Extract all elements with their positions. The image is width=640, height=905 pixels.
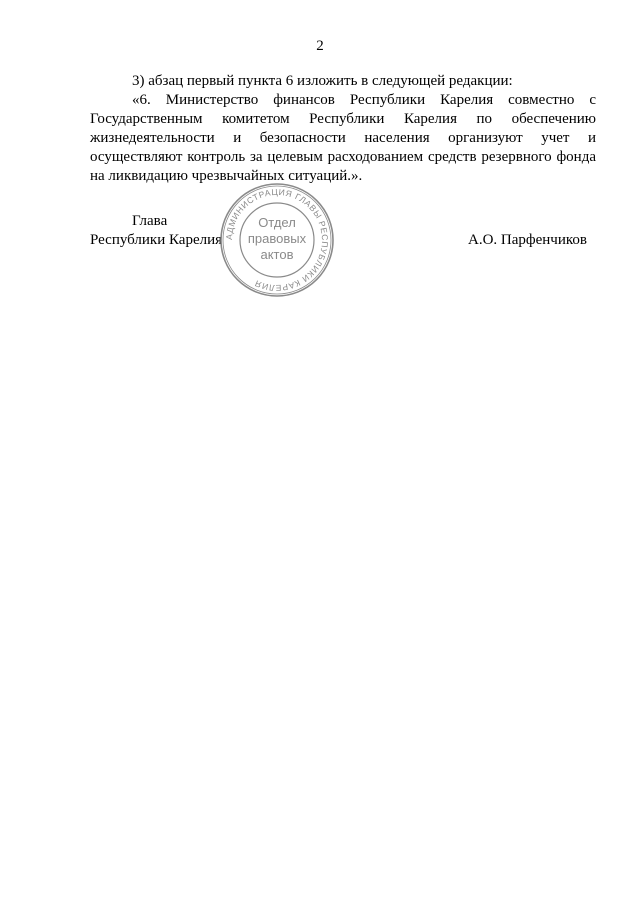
paragraph-amendment-text: «6. Министерство финансов Республики Карелия совместно с Государственным комитетом Республики Карелия по обеспечению жизнедеятельности и безопасности населения организуют учет и осуществляют контроль за целевым расходованием средств резервного фонда на ликвидацию чрезвычайных ситуаций.». <box>90 92 596 184</box>
stamp-center-line-3: актов <box>260 247 294 262</box>
paragraph-amendment-intro: 3) абзац первый пункта 6 изложить в следующей редакции: <box>132 73 513 89</box>
stamp-center-line-2: правовых <box>247 231 307 246</box>
stamp-center-line-1: Отдел <box>258 215 296 230</box>
body-text <box>90 72 596 186</box>
page-number: 2 <box>316 38 324 54</box>
signature-title: Глава <box>132 213 168 229</box>
stamp-seal-icon <box>218 181 336 299</box>
official-stamp <box>218 181 336 299</box>
signature-name: А.О. Парфенчиков <box>468 232 587 248</box>
signature-organization: Республики Карелия <box>90 232 223 248</box>
stamp-ring-text: АДМИНИСТРАЦИЯ ГЛАВЫ РЕСПУБЛИКИ КАРЕЛИЯ <box>223 186 331 294</box>
